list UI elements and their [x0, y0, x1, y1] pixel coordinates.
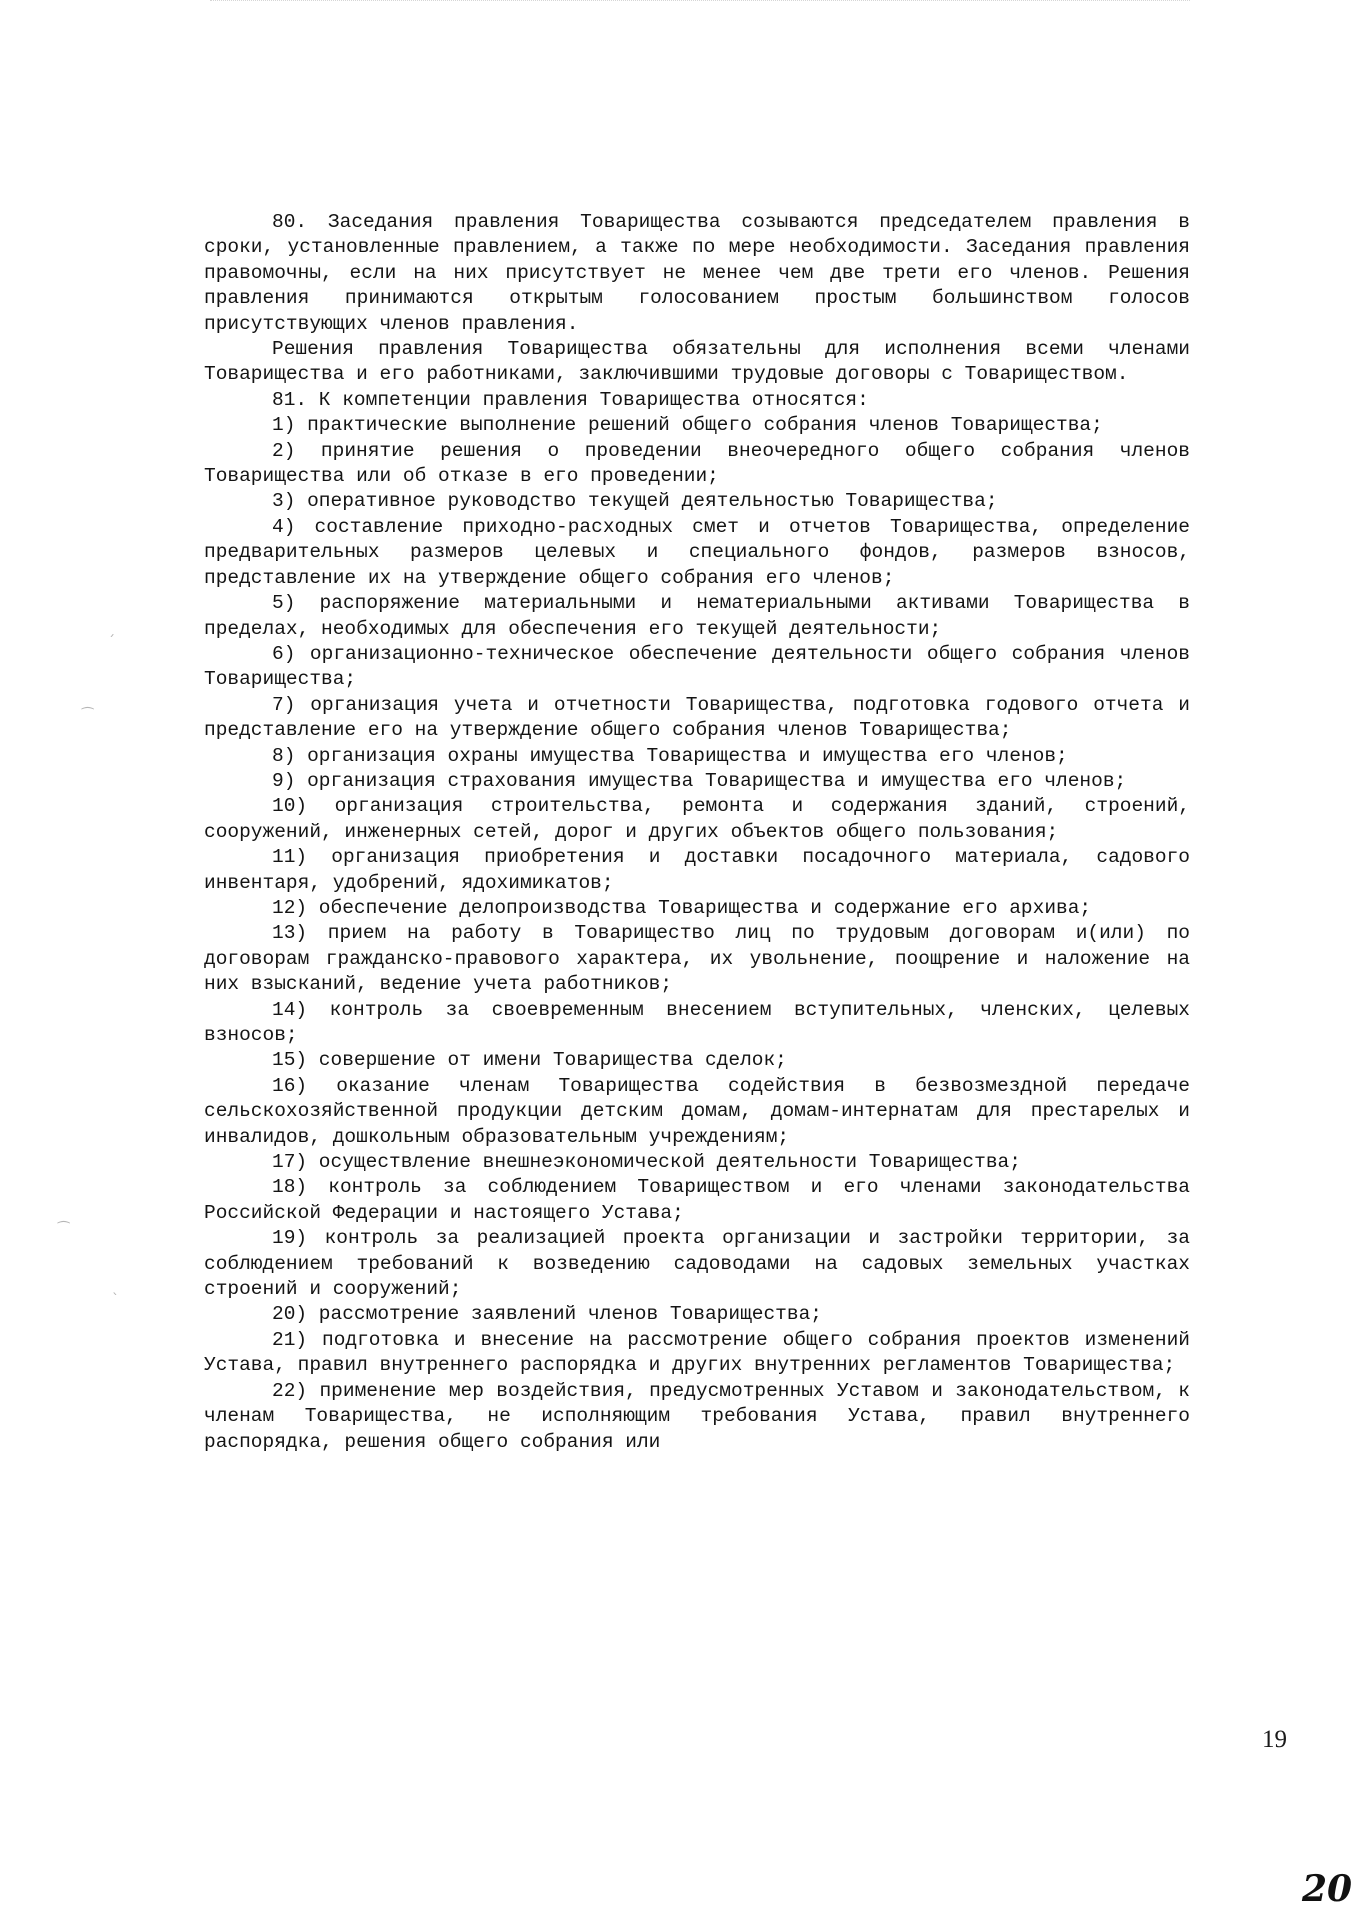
scan-speck: ˋ: [112, 1292, 119, 1308]
list-item: 16) оказание членам Товарищества содействия в безвозмездной передаче сельскохозяйственной продукции детским домам, домам-интернатам для престарелых и инвалидов, дошкольным образовательным учреждениям;: [204, 1074, 1190, 1148]
list-item: 13) прием на работу в Товарищество лиц по трудовым договорам и(или) по договорам гражданско-правового характера, их увольнение, поощрение и наложение на них взысканий, ведение учета работников;: [204, 922, 1190, 996]
list-item: 7) организация учета и отчетности Товарищества, подготовка годового отчета и представление его на утверждение общего собрания членов Товарищества;: [204, 693, 1190, 742]
list-item: 22) применение мер воздействия, предусмотренных Уставом и законодательством, к членам Товарищества, не исполняющим требования Устава, правил внутреннего распорядка, решения общего собрания или: [204, 1379, 1190, 1453]
document-body: [204, 210, 1190, 1455]
list-item: 12) обеспечение делопроизводства Товарищества и содержание его архива;: [272, 896, 1092, 919]
list-item: 10) организация строительства, ремонта и содержания зданий, строений, сооружений, инженерных сетей, дорог и других объектов общего пользования;: [204, 795, 1190, 843]
list-item: 15) совершение от имени Товарищества сделок;: [272, 1049, 787, 1072]
list-item: 8) организация охраны имущества Товарищества и имущества его членов;: [272, 744, 1068, 767]
paragraph-decisions: Решения правления Товарищества обязательны для исполнения всеми членами Товарищества и его работниками, заключившими трудовые договоры с Товариществом.: [204, 338, 1190, 386]
scan-speck: ˊ: [108, 634, 115, 650]
page-number: 19: [1262, 1726, 1287, 1753]
list-item: 19) контроль за реализацией проекта организации и застройки территории, за соблюдением требований к возведению садоводами на садовых земельных участках строений и сооружений;: [204, 1227, 1190, 1301]
list-item: 18) контроль за соблюдением Товариществом и его членами законодательства Российской Федерации и настоящего Устава;: [204, 1176, 1190, 1224]
list-item: 21) подготовка и внесение на рассмотрение общего собрания проектов изменений Устава, правил внутреннего распорядка и других внутренних регламентов Товарищества;: [204, 1328, 1190, 1377]
list-item: 4) составление приходно-расходных смет и отчетов Товарищества, определение предварительных размеров целевых и специального фондов, размеров взносов, представление их на утверждение общего собрания его членов;: [204, 515, 1190, 589]
list-item: 11) организация приобретения и доставки посадочного материала, садового инвентаря, удобрений, ядохимикатов;: [204, 846, 1190, 894]
list-item: 1) практические выполнение решений общего собрания членов Товарищества;: [272, 414, 1103, 437]
list-item: 6) организационно-техническое обеспечение деятельности общего собрания членов Товарищества;: [204, 642, 1190, 691]
list-item: 9) организация страхования имущества Товарищества и имущества его членов;: [272, 769, 1127, 792]
paragraph-81: 81. К компетенции правления Товарищества относятся:: [272, 388, 869, 411]
list-item: 3) оперативное руководство текущей деятельностью Товарищества;: [272, 490, 998, 513]
list-item: 2) принятие решения о проведении внеочередного общего собрания членов Товарищества или об отказе в его проведении;: [204, 439, 1190, 488]
handwritten-page-number: 20: [1302, 1868, 1353, 1910]
paragraph-80: 80. Заседания правления Товарищества созываются председателем правления в сроки, установленные правлением, а также по мере необходимости. Заседания правления правомочны, если на них присутствует не менее чем две трети его членов. Решения правления принимаются открытым голосованием простым большинством голосов присутствующих членов правления.: [204, 211, 1190, 335]
list-item: 20) рассмотрение заявлений членов Товарищества;: [272, 1303, 822, 1326]
scan-speck: ⁀: [58, 1222, 70, 1238]
scan-speck: ⁀: [82, 708, 94, 724]
scan-top-edge: [210, 0, 1190, 7]
list-item: 5) распоряжение материальными и нематериальными активами Товарищества в пределах, необходимых для обеспечения его текущей деятельности;: [204, 592, 1190, 640]
list-item: 14) контроль за своевременным внесением вступительных, членских, целевых взносов;: [204, 998, 1190, 1046]
list-item: 17) осуществление внешнеэкономической деятельности Товарищества;: [272, 1151, 1021, 1174]
